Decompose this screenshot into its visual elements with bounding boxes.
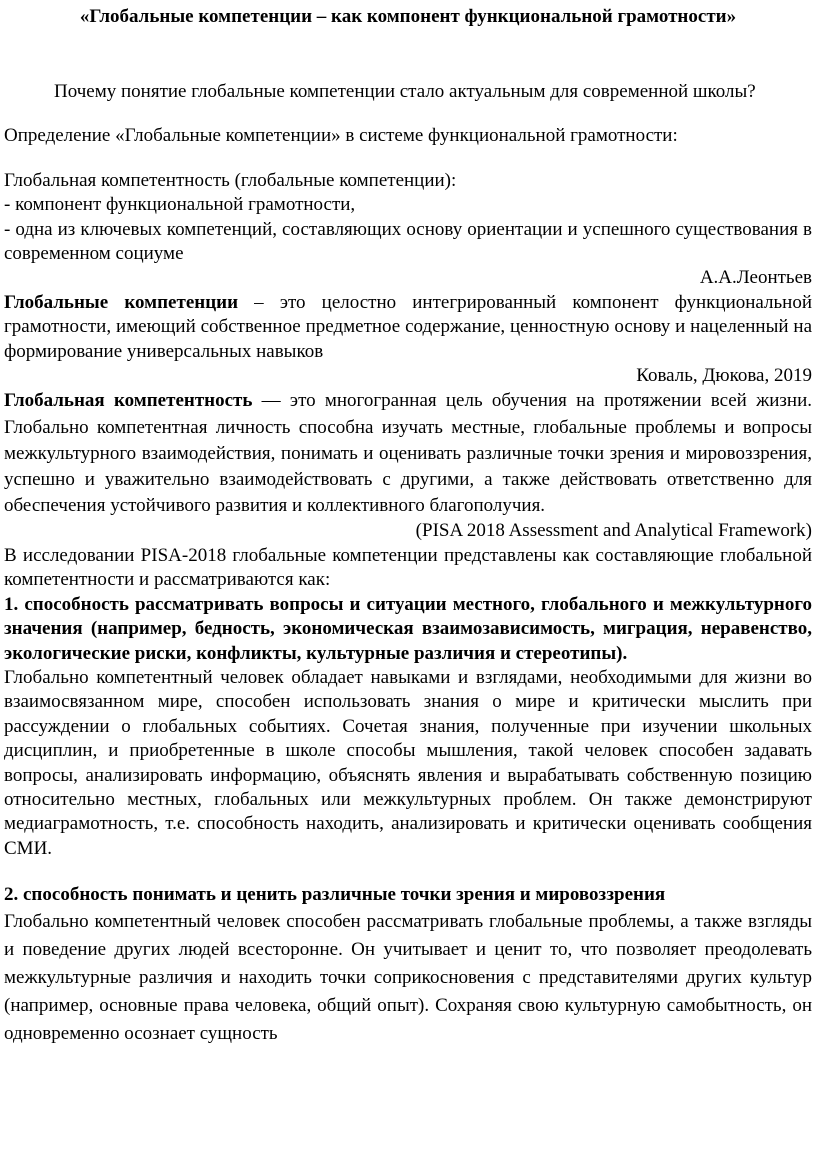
- leontiev-line-3: - одна из ключевых компетенций, составляющих основу ориентации и успешного существования в современном социуме: [4, 218, 812, 265]
- intro-question: Почему понятие глобальные компетенции стало актуальным для современной школы?: [54, 81, 756, 102]
- leontiev-line-2: - компонент функциональной грамотности,: [4, 194, 356, 216]
- pisa-intro: В исследовании PISA-2018 глобальные компетенции представлены как составляющие глобальной компетентности и рассматриваются как:: [4, 544, 812, 591]
- leontiev-line-1: Глобальная компетентность (глобальные компетенции):: [4, 169, 457, 191]
- koval-definition: [4, 291, 812, 389]
- pisa-text: — это многогранная цель обучения на протяжении всей жизни. Глобально компетентная личность способна изучать местные, глобальные проблемы и вопросы межкультурного взаимодействия, понимать и оценивать различные точки зрения и мировоззрения, успешно и уважительно взаимодействовать с другими, а также действовать ответственно для обеспечения устойчивого развития и коллективного благополучия.: [4, 390, 812, 517]
- koval-paragraph: [4, 291, 812, 364]
- leontiev-author: А.А.Леонтьев: [699, 267, 812, 289]
- koval-author: Коваль, Дюкова, 2019: [636, 365, 812, 387]
- item-2-heading: 2. способность понимать и ценить различные точки зрения и мировоззрения: [4, 884, 666, 906]
- pisa-source: (PISA 2018 Assessment and Analytical Framework): [415, 520, 812, 542]
- item-2-text: Глобально компетентный человек способен рассматривать глобальные проблемы, а также взгляды и поведение других людей всесторонне. Он учитывает и ценит то, что позволяет преодолевать межкультурные различия и находить точки соприкосновения с представителями других культур (например, основные права человека, общий опыт). Сохраняя свою культурную самобытность, он одновременно осознает сущность: [4, 910, 812, 1044]
- item-1-text: Глобально компетентный человек обладает навыками и взглядами, необходимыми для жизни во взаимосвязанном мире, способен использовать знания о мире и критически мыслить при рассуждении о глобальных событиях. Сочетая знания, полученные при изучении школьных дисциплин, и приобретенные в школе способы мышления, такой человек способен задавать вопросы, анализировать информацию, объяснять явления и вырабатывать собственную позицию относительно местных, глобальных или межкультурных проблем. Он также демонстрируют медиаграмотность, т.е. способность находить, анализировать и критически оценивать сообщения СМИ.: [4, 666, 812, 859]
- koval-term: Глобальные компетенции: [4, 291, 239, 313]
- pisa-definition: [4, 388, 812, 543]
- pisa-paragraph: [4, 388, 812, 519]
- leontiev-definition: [4, 169, 812, 291]
- pisa-term: Глобальная компетентность: [4, 390, 253, 412]
- item-1-heading: 1. способность рассматривать вопросы и ситуации местного, глобального и межкультурного значения (например, бедность, экономическая взаимозависимость, миграция, неравенство, экологические риски, конфликты, культурные различия и стереотипы).: [4, 593, 812, 664]
- definition-heading: Определение «Глобальные компетенции» в системе функциональной грамотности:: [4, 125, 678, 147]
- koval-text: – это целостно интегрированный компонент функциональной грамотности, имеющий собственное предметное содержание, ценностную основу и нацеленный на формирование универсальных навыков: [4, 291, 812, 362]
- document-title: «Глобальные компетенции – как компонент функциональной грамотности»: [79, 6, 737, 27]
